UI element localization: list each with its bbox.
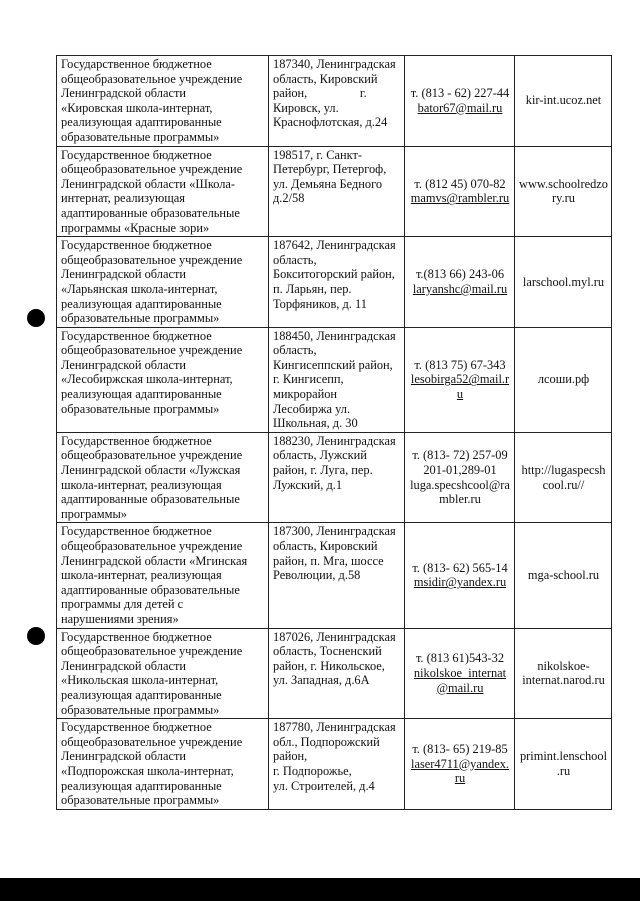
address-line: 198517, г. Санкт-	[273, 147, 363, 162]
website-cell	[515, 237, 612, 328]
website-link[interactable]: mga-school.ru	[527, 568, 600, 583]
address-cell	[269, 327, 405, 432]
school-name-line: Государственное бюджетное	[61, 524, 212, 539]
school-name-line: Государственное бюджетное	[61, 238, 212, 253]
address-line: Бокситогорский район,	[273, 267, 395, 282]
phone-number: т. (813- 65) 219-85	[412, 742, 508, 757]
address-cell	[269, 146, 405, 237]
address-line: область, Тосненский	[273, 644, 382, 659]
school-name-cell	[57, 628, 269, 719]
address-cell	[269, 56, 405, 147]
contact-cell	[405, 628, 515, 719]
address-line: микрорайон	[273, 387, 338, 402]
school-name-line: адаптированные образовательные	[61, 582, 240, 597]
scan-bottom-edge	[0, 878, 640, 901]
address-line: Школьная, д. 30	[273, 416, 358, 431]
website-cell	[515, 719, 612, 810]
punch-hole-mark	[27, 627, 45, 645]
table-row	[57, 523, 612, 628]
school-name-line: общеобразовательное учреждение	[61, 734, 243, 749]
address-line: район,	[273, 749, 308, 764]
address-line: 187642, Ленинградская	[273, 238, 396, 253]
address-line: 188230, Ленинградская	[273, 433, 396, 448]
website-cell	[515, 523, 612, 628]
address-line: область, Кировский	[273, 71, 378, 86]
address-cell	[269, 628, 405, 719]
phone-number: т. (813 61)543-32	[415, 651, 505, 666]
school-name-line: интернат, реализующая	[61, 191, 185, 206]
table-row	[57, 432, 612, 523]
address-line: Лесобиржа ул.	[273, 401, 351, 416]
school-name-line: образовательные программы»	[61, 129, 220, 144]
email-link[interactable]: luga.specshcool@rambler.ru	[410, 477, 510, 507]
school-name-line: общеобразовательное учреждение	[61, 539, 243, 553]
school-name-line: «Ларьянская школа-интернат,	[61, 281, 218, 296]
address-line: 187340, Ленинградская	[273, 57, 396, 71]
website-cell	[515, 146, 612, 237]
address-line: п. Ларьян, пер.	[273, 281, 352, 296]
school-name-line: общеобразовательное учреждение	[61, 644, 243, 659]
table-row	[57, 56, 612, 147]
school-name-line: Ленинградской области	[61, 749, 187, 764]
school-name-line: Государственное бюджетное	[61, 433, 212, 448]
website-cell	[515, 628, 612, 719]
school-name-line: образовательные программы»	[61, 793, 220, 808]
address-cell	[269, 432, 405, 523]
phone-number: т. (813 - 62) 227-44	[410, 86, 510, 101]
address-cell	[269, 523, 405, 628]
address-line: Торфяников, д. 11	[273, 296, 367, 311]
school-name-cell	[57, 237, 269, 328]
address-line: ул. Строителей, д.4	[273, 778, 375, 793]
website-link[interactable]: www.schoolredzory.ru	[519, 176, 609, 206]
website-link[interactable]: nikolskoe-internat.narod.ru	[522, 658, 605, 688]
address-line: обл., Подпорожский	[273, 734, 380, 749]
website-link[interactable]: kir-int.ucoz.net	[525, 93, 602, 108]
phone-number: т. (813- 72) 257-09 201-01,289-01	[412, 448, 508, 478]
school-name-line: реализующая адаптированные	[61, 687, 222, 702]
address-line: Краснофлотская, д.24	[273, 115, 388, 130]
website-link[interactable]: лсоши.рф	[537, 372, 590, 387]
school-name-line: «Никольская школа-интернат,	[61, 673, 219, 688]
address-line: район, п. Мга, шоссе	[273, 553, 384, 568]
table-row	[57, 327, 612, 432]
address-line: область,	[273, 252, 317, 267]
contact-cell	[405, 146, 515, 237]
contact-cell	[405, 327, 515, 432]
address-line: область, Кировский	[273, 539, 378, 553]
school-name-line: Государственное бюджетное	[61, 328, 212, 343]
address-cell	[269, 237, 405, 328]
school-name-line: Государственное бюджетное	[61, 57, 212, 71]
school-name-line: образовательные программы»	[61, 311, 220, 326]
school-name-line: Ленинградской области «Школа-	[61, 176, 236, 191]
address-cell	[269, 719, 405, 810]
contact-cell	[405, 432, 515, 523]
address-line: 187300, Ленинградская	[273, 524, 396, 539]
table-row	[57, 146, 612, 237]
table-row	[57, 237, 612, 328]
school-name-cell	[57, 56, 269, 147]
address-line: Кировск, ул.	[273, 100, 339, 115]
address-line: район, г.	[273, 86, 367, 101]
website-link[interactable]: larschool.myl.ru	[522, 274, 605, 289]
email-link[interactable]: nikolskoe_internat@mail.ru	[413, 666, 507, 695]
school-name-line: школа-интернат, реализующая	[61, 568, 222, 583]
address-line: район, г. Луга, пер.	[273, 463, 373, 478]
address-line: д.2/58	[273, 191, 305, 206]
email-link[interactable]: bator67@mail.ru	[417, 100, 503, 115]
address-line: 187026, Ленинградская	[273, 629, 396, 644]
phone-number: т.(813 66) 243-06	[415, 267, 505, 282]
website-link[interactable]: http://lugaspecshcool.ru//	[521, 463, 606, 492]
school-name-cell	[57, 432, 269, 523]
website-cell	[515, 56, 612, 147]
address-line: 187780, Ленинградская	[273, 720, 396, 735]
email-link[interactable]: lesobirga52@mail.ru	[410, 372, 510, 402]
website-cell	[515, 327, 612, 432]
school-name-line: реализующая адаптированные	[61, 115, 222, 130]
address-line: Революции, д.58	[273, 568, 361, 583]
school-name-line: «Кировская школа-интернат,	[61, 100, 213, 115]
school-name-line: образовательные программы»	[61, 401, 220, 416]
address-line: 188450, Ленинградская	[273, 328, 396, 343]
school-name-line: Ленинградской области «Лужская	[61, 463, 241, 478]
table-row	[57, 628, 612, 719]
school-name-cell	[57, 523, 269, 628]
school-name-line: реализующая адаптированные	[61, 296, 222, 311]
school-name-line: «Лесобиржская школа-интернат,	[61, 372, 233, 387]
school-name-line: общеобразовательное учреждение	[61, 252, 243, 267]
school-name-line: школа-интернат, реализующая	[61, 477, 222, 492]
school-name-line: Ленинградской области	[61, 658, 187, 673]
email-link[interactable]: laser4711@yandex.ru	[411, 756, 509, 786]
contact-cell	[405, 523, 515, 628]
address-line: ул. Демьяна Бедного	[273, 176, 383, 191]
contact-cell	[405, 237, 515, 328]
school-name-line: Государственное бюджетное	[61, 720, 212, 735]
school-name-line: образовательные программы»	[61, 702, 220, 717]
school-name-line: общеобразовательное учреждение	[61, 162, 243, 177]
school-name-line: Государственное бюджетное	[61, 629, 212, 644]
school-name-line: Ленинградской области	[61, 357, 187, 372]
phone-number: т. (812 45) 070-82	[414, 176, 506, 191]
address-line: область,	[273, 343, 317, 358]
address-line: Петербург, Петергоф,	[273, 162, 387, 177]
email-link[interactable]: msidir@yandex.ru	[413, 575, 507, 590]
punch-hole-mark	[27, 309, 45, 327]
address-line: г. Подпорожье,	[273, 763, 352, 778]
school-name-line: программы «Красные зори»	[61, 220, 210, 235]
address-line: район, г. Никольское,	[273, 658, 385, 673]
school-name-line: программы для детей с	[61, 597, 184, 612]
school-name-line: Ленинградской области «Мгинская	[61, 553, 248, 568]
schools-table	[56, 55, 612, 810]
phone-number: т. (813 75) 67-343	[414, 357, 506, 372]
schools-table-body	[57, 56, 612, 810]
email-link[interactable]: mamvs@rambler.ru	[410, 191, 510, 206]
school-name-cell	[57, 327, 269, 432]
school-name-line: Ленинградской области	[61, 267, 187, 282]
address-line: область, Лужский	[273, 448, 367, 463]
address-line: г. Кингисепп,	[273, 372, 344, 387]
address-line: ул. Западная, д.6А	[273, 673, 370, 688]
school-name-line: общеобразовательное учреждение	[61, 343, 243, 358]
phone-number: т. (813- 62) 565-14	[412, 560, 508, 575]
website-link[interactable]: primint.lenschool.ru	[519, 749, 608, 778]
school-name-line: «Подпорожская школа-интернат,	[61, 763, 234, 778]
table-row	[57, 719, 612, 810]
address-line: Кингисеппский район,	[273, 357, 393, 372]
website-cell	[515, 432, 612, 523]
school-name-line: нарушениями зрения»	[61, 611, 179, 626]
school-name-line: Государственное бюджетное	[61, 147, 212, 162]
school-name-line: адаптированные образовательные	[61, 205, 240, 220]
school-name-line: общеобразовательное учреждение	[61, 448, 243, 463]
email-link[interactable]: laryanshc@mail.ru	[412, 281, 508, 296]
contact-cell	[405, 719, 515, 810]
school-name-line: реализующая адаптированные	[61, 778, 222, 793]
school-name-cell	[57, 146, 269, 237]
school-name-line: реализующая адаптированные	[61, 387, 222, 402]
address-line: Лужский, д.1	[273, 477, 343, 492]
school-name-line: адаптированные образовательные	[61, 492, 240, 507]
school-name-line: общеобразовательное учреждение	[61, 71, 243, 86]
contact-cell	[405, 56, 515, 147]
school-name-line: программы»	[61, 506, 128, 521]
school-name-line: Ленинградской области	[61, 86, 187, 101]
school-name-cell	[57, 719, 269, 810]
